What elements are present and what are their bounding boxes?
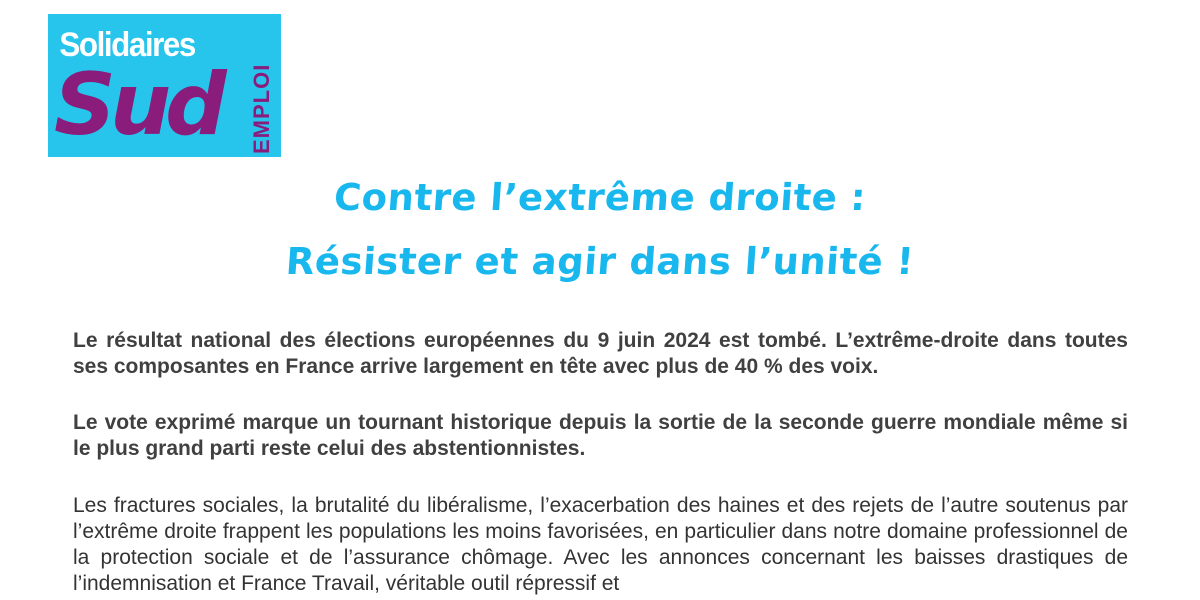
document-title-line-1: Contre l’extrême droite : bbox=[332, 176, 868, 219]
logo-graphic bbox=[48, 14, 281, 157]
paragraph-social-fractures: Les fractures sociales, la brutalité du libéralisme, l’exacerbation des haines et des rejets de l’autre soutenus par l’extrême droite frappent les populations les moins favorisées, en particulier dans notre domaine professionnel de la protection sociale et de l’assurance chômage. Avec les annonces concernant les baisses drastiques de l’indemnisation et France Travail, véritable outil répressif et bbox=[73, 494, 1128, 595]
logo-solidaires-text: Solidaires bbox=[59, 25, 195, 65]
logo-sud-text: Sud bbox=[54, 55, 221, 155]
document-title-line-2: Résister et agir dans l’unité ! bbox=[284, 240, 916, 283]
logo-emploi-text: EMPLOI bbox=[249, 63, 274, 154]
paragraph-historic-turn: Le vote exprimé marque un tournant historique depuis la sortie de la seconde guerre mondiale même si le plus grand parti reste celui des abstentionnistes. bbox=[73, 411, 1128, 460]
sud-emploi-logo bbox=[48, 14, 281, 157]
paragraph-election-result: Le résultat national des élections européennes du 9 juin 2024 est tombé. L’extrême-droite dans toutes ses composantes en France arrive largement en tête avec plus de 40 % des voix. bbox=[73, 329, 1128, 378]
